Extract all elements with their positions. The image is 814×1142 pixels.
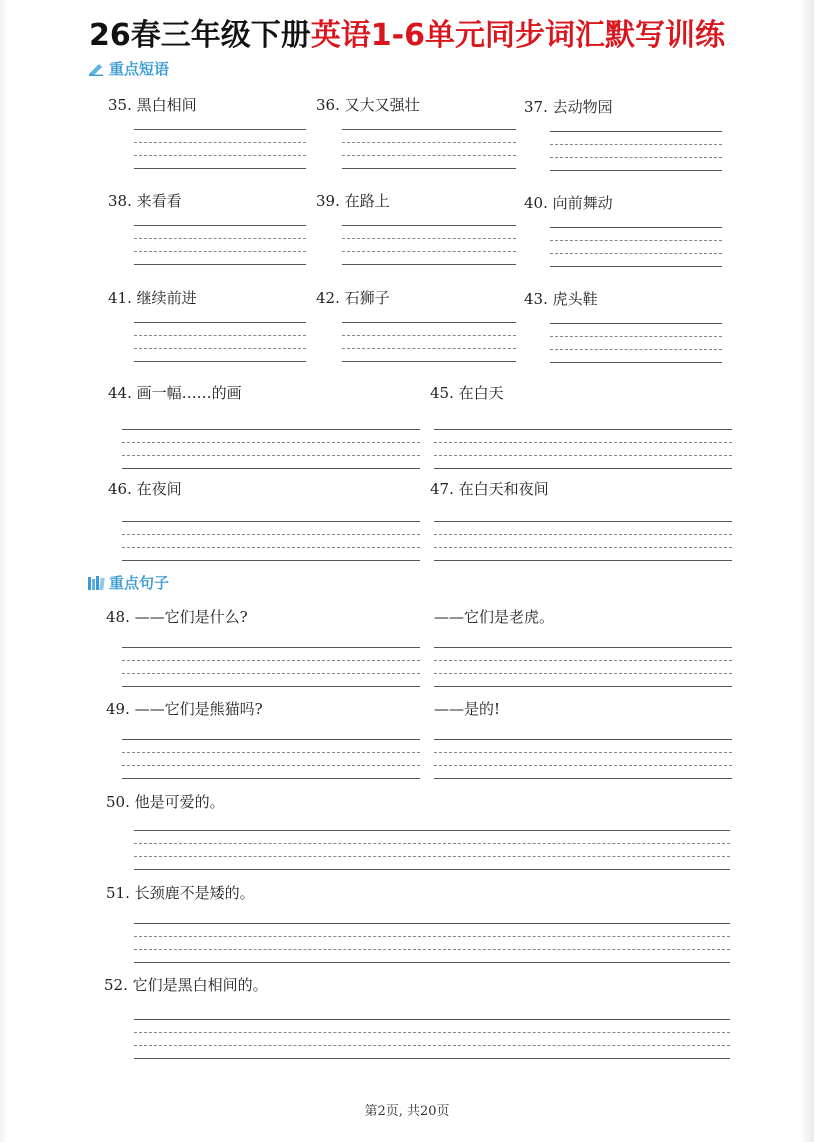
sentence-label: 51. 长颈鹿不是矮的。: [106, 884, 255, 902]
page-number: 第2页, 共20页: [364, 1104, 450, 1119]
phrase-label: 43. 虎头鞋: [524, 290, 598, 308]
sentence-item: [106, 882, 730, 917]
sentence-item: [106, 698, 420, 733]
phrase-label: 37. 去动物园: [524, 98, 613, 116]
page-title: [0, 10, 814, 54]
phrase-label: 41. 继续前进: [108, 289, 197, 307]
phrase-item: [524, 288, 722, 323]
section-label: 重点短语: [109, 60, 170, 78]
phrase-label: 44. 画一幅……的画: [108, 384, 242, 402]
sentence-item: [434, 698, 732, 733]
title-subject: 英语1-6单元同步词汇默写训练: [310, 18, 725, 53]
sentence-item: [104, 974, 730, 1009]
phrase-item: [524, 192, 722, 227]
phrase-item: [108, 190, 306, 225]
sentence-label: 52. 它们是黑白相间的。: [104, 976, 268, 994]
phrase-item: [316, 287, 516, 322]
phrase-item: [108, 478, 420, 513]
phrase-item: [430, 478, 732, 513]
phrase-label: 42. 石狮子: [316, 289, 390, 307]
phrase-label: 40. 向前舞动: [524, 194, 613, 212]
title-grade: 26春三年级下册: [89, 18, 311, 53]
sentence-item: [106, 791, 730, 826]
sentence-label: 48. ——它们是什么?: [106, 608, 248, 626]
phrase-label: 46. 在夜间: [108, 480, 182, 498]
phrase-item: [316, 190, 516, 225]
books-icon: [88, 576, 104, 590]
sentence-item: [106, 606, 420, 641]
sentence-item: [434, 606, 732, 641]
phrase-label: 36. 又大又强壮: [316, 96, 420, 114]
sentence-label: ——它们是老虎。: [434, 608, 555, 626]
phrase-label: 45. 在白天: [430, 384, 504, 402]
phrase-label: 39. 在路上: [316, 192, 390, 210]
section-heading-sentences: [88, 572, 169, 593]
phrase-item: [108, 94, 306, 129]
pencil-icon: [88, 62, 104, 76]
sentence-label: 50. 他是可爱的。: [106, 793, 225, 811]
phrase-item: [316, 94, 516, 129]
phrase-item: [524, 96, 722, 131]
phrase-item: [108, 287, 306, 322]
sentence-label: 49. ——它们是熊猫吗?: [106, 700, 263, 718]
phrase-label: 47. 在白天和夜间: [430, 480, 549, 498]
sentence-label: ——是的!: [434, 700, 501, 718]
section-heading-phrases: [88, 58, 169, 79]
phrase-label: 35. 黑白相间: [108, 96, 197, 114]
phrase-item: [430, 382, 732, 417]
phrase-label: 38. 来看看: [108, 192, 182, 210]
phrase-item: [108, 382, 420, 417]
section-label: 重点句子: [109, 574, 170, 592]
